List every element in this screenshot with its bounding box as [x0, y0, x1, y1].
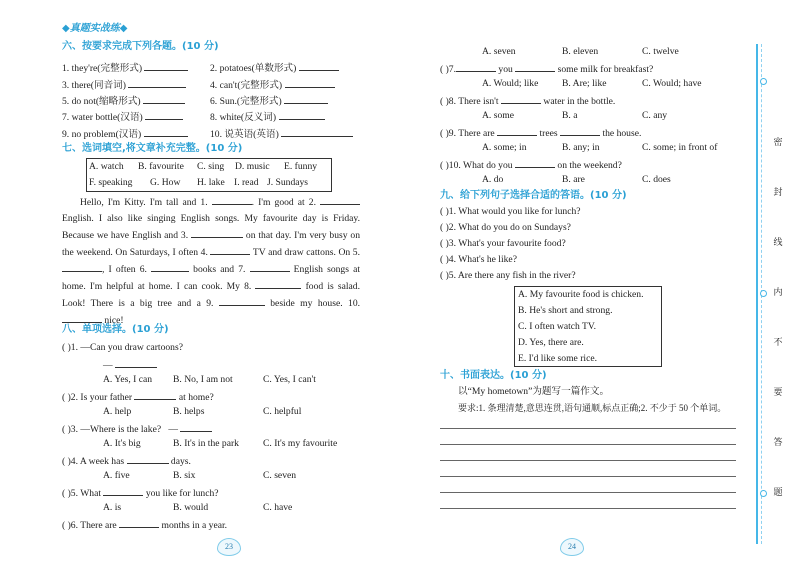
- s6-item-8: 8. white(反义词): [210, 110, 325, 124]
- s8-q1-opt-a: A. Yes, I can: [103, 374, 153, 385]
- blank-3[interactable]: [191, 227, 243, 238]
- s8-q4-opt-c: C. seven: [263, 470, 297, 481]
- s8-q8-opt-b: B. a: [562, 110, 578, 121]
- answer-line[interactable]: [515, 158, 555, 168]
- blank-2[interactable]: [320, 194, 360, 205]
- page-number-left: 23: [217, 538, 241, 556]
- blank-6[interactable]: [151, 261, 189, 272]
- answer-line[interactable]: [515, 62, 555, 72]
- s6-item-1: 1. they're(完整形式): [62, 61, 188, 75]
- answer-paren[interactable]: ( ): [62, 392, 71, 403]
- s8-q3-opt-a: A. It's big: [103, 438, 141, 449]
- s9-q1: ( )1. What would you like for lunch?: [440, 206, 581, 217]
- answer-line[interactable]: [285, 78, 335, 88]
- s9-q3: ( )3. What's your favourite food?: [440, 238, 566, 249]
- blank-9[interactable]: [219, 295, 265, 306]
- s8-q2-opt-b: B. helps: [173, 406, 205, 417]
- s8-q6: ( )6. There are months in a year.: [62, 520, 228, 531]
- binding-hole: [760, 290, 767, 297]
- s8-q7-opt-c: C. Would; have: [642, 78, 702, 89]
- answer-paren[interactable]: ( ): [62, 520, 71, 531]
- s8-q8-opt-a: A. some: [482, 110, 514, 121]
- answer-line[interactable]: [560, 126, 600, 136]
- s9-q2: ( )2. What do you do on Sundays?: [440, 222, 571, 233]
- writing-requirements: 要求:1. 条理清楚,意思连贯,语句通顺,标点正确;2. 不少于 50 个单词。: [458, 403, 727, 413]
- word-bank-row-2: F. speaking G. How H. lake I. read J. Sundays: [89, 177, 309, 188]
- banner: ◆真题实战练◆: [62, 23, 128, 34]
- s8-q5-opt-a: A. is: [103, 502, 122, 513]
- s8-q4-opt-b: B. six: [173, 470, 196, 481]
- writing-prompt: 以“My hometown”为题写一篇作文。: [458, 386, 610, 397]
- answer-paren[interactable]: ( ): [440, 270, 449, 281]
- s8-q7-opt-b: B. Are; like: [562, 78, 607, 89]
- writing-line[interactable]: [440, 508, 736, 509]
- s8-q3-opt-b: B. It's in the park: [173, 438, 239, 449]
- answer-line[interactable]: [127, 454, 169, 464]
- s8-q1-opt-c: C. Yes, I can't: [263, 374, 316, 385]
- writing-line[interactable]: [440, 492, 736, 493]
- answer-paren[interactable]: ( ): [62, 342, 71, 353]
- blank-1[interactable]: [212, 194, 252, 205]
- answer-paren[interactable]: ( ): [440, 128, 449, 139]
- s8-q6-opt-a: A. seven: [482, 46, 516, 57]
- answer-line[interactable]: [143, 94, 185, 104]
- s8-q5-opt-c: C. have: [263, 502, 293, 513]
- seal-char: 不: [772, 335, 784, 348]
- s8-q1-opt-b: B. No, I am not: [173, 374, 233, 385]
- seal-char: 封: [772, 185, 784, 198]
- answer-paren[interactable]: ( ): [440, 238, 449, 249]
- s6-item-5: 5. do not(缩略形式): [62, 94, 185, 108]
- seal-char: 线: [772, 235, 784, 248]
- answer-line[interactable]: [128, 78, 186, 88]
- answer-line[interactable]: [134, 390, 176, 400]
- answer-paren[interactable]: ( ): [62, 456, 71, 467]
- answer-line[interactable]: [103, 486, 143, 496]
- page-number-right: 24: [560, 538, 584, 556]
- s6-item-4: 4. can't(完整形式): [210, 78, 335, 92]
- s6-item-10: 10. 说英语(英语): [210, 127, 353, 141]
- s6-item-6: 6. Sun.(完整形式): [210, 94, 328, 108]
- answer-paren[interactable]: ( ): [440, 160, 449, 171]
- answer-paren[interactable]: ( ): [440, 64, 449, 75]
- answer-paren[interactable]: ( ): [440, 254, 449, 265]
- s9-ans-d: D. Yes, there are.: [518, 337, 584, 348]
- s8-q10-opt-a: A. do: [482, 174, 504, 185]
- blank-8[interactable]: [255, 278, 301, 289]
- seal-char: 答: [772, 435, 784, 448]
- binding-hole: [760, 78, 767, 85]
- s9-q5: ( )5. Are there any fish in the river?: [440, 270, 576, 281]
- writing-line[interactable]: [440, 444, 736, 445]
- answer-paren[interactable]: ( ): [440, 222, 449, 233]
- s8-q9-opt-a: A. some; in: [482, 142, 527, 153]
- writing-line[interactable]: [440, 460, 736, 461]
- s9-ans-e: E. I'd like some rice.: [518, 353, 597, 364]
- s9-ans-c: C. I often watch TV.: [518, 321, 596, 332]
- s8-q1: ( )1. —Can you draw cartoons?: [62, 342, 183, 353]
- s8-q9-opt-b: B. any; in: [562, 142, 600, 153]
- s8-q5-opt-b: B. would: [173, 502, 209, 513]
- s9-q4: ( )4. What's he like?: [440, 254, 517, 265]
- s8-q9: ( )9. There are trees the house.: [440, 128, 642, 139]
- s6-item-9: 9. no problem(汉语): [62, 127, 188, 141]
- answer-line[interactable]: [497, 126, 537, 136]
- s9-ans-a: A. My favourite food is chicken.: [518, 289, 644, 300]
- answer-paren[interactable]: ( ): [62, 424, 71, 435]
- answer-paren[interactable]: ( ): [440, 96, 449, 107]
- s9-ans-b: B. He's short and strong.: [518, 305, 613, 316]
- section-10-title: 十、书面表达。(10 分): [440, 370, 547, 381]
- s8-q4-opt-a: A. five: [103, 470, 130, 481]
- writing-line[interactable]: [440, 476, 736, 477]
- binding-hole: [760, 490, 767, 497]
- seal-char: 题: [772, 485, 784, 498]
- s6-item-2: 2. potatoes(单数形式): [210, 61, 339, 75]
- s8-q9-opt-c: C. some; in front of: [642, 142, 718, 153]
- answer-line[interactable]: [119, 518, 159, 528]
- s8-q7-opt-a: A. Would; like: [482, 78, 539, 89]
- answer-line[interactable]: [144, 61, 188, 71]
- section-6-title: 六、按要求完成下列各题。(10 分): [62, 41, 219, 52]
- section-9-title: 九、给下列句子选择合适的答语。(10 分): [440, 190, 627, 201]
- answer-paren[interactable]: ( ): [62, 488, 71, 499]
- blank-5[interactable]: [62, 261, 102, 272]
- answer-line[interactable]: [145, 110, 183, 120]
- s8-q2-opt-a: A. help: [103, 406, 132, 417]
- answer-line[interactable]: [281, 127, 353, 137]
- answer-line[interactable]: [279, 110, 325, 120]
- blank-7[interactable]: [250, 261, 290, 272]
- seal-char: 要: [772, 385, 784, 398]
- word-bank-row-1: A. watch B. favourite C. sing D. music E. funny: [89, 161, 318, 172]
- section-7-title: 七、选词填空,将文章补充完整。(10 分): [62, 143, 243, 154]
- answer-line[interactable]: [180, 422, 212, 432]
- seal-border: [756, 44, 758, 544]
- seal-char: 内: [772, 285, 784, 298]
- blank-10[interactable]: [62, 312, 102, 323]
- s8-q4: ( )4. A week has days.: [62, 456, 191, 467]
- s8-q3-opt-c: C. It's my favourite: [263, 438, 338, 449]
- s8-q2-opt-c: C. helpful: [263, 406, 302, 417]
- s8-q6-opt-c: C. twelve: [642, 46, 679, 57]
- answer-paren[interactable]: ( ): [440, 206, 449, 217]
- answer-line[interactable]: [284, 94, 328, 104]
- s8-q6-opt-b: B. eleven: [562, 46, 599, 57]
- cloze-passage: Hello, I'm Kitty. I'm tall and 1. . I'm good at 2. English. I also like singing English songs. My favourite day is Friday. Because we have English and 3. on that day. I'm very busy on the weekend. On Saturdays, I often 4. TV and draw cattons. On 5. , I often 6. books and 7. English songs at home. I'm helpful at home. I can cook. My 8. food is salad. Look! There is a big tree and a 9. beside my house. 10. nice!: [62, 194, 360, 329]
- answer-line[interactable]: [501, 94, 541, 104]
- s8-q8: ( )8. There isn't water in the bottle.: [440, 96, 616, 107]
- s8-q10-opt-c: C. does: [642, 174, 671, 185]
- s8-q10-opt-b: B. are: [562, 174, 585, 185]
- answer-line[interactable]: [456, 62, 496, 72]
- s8-q10: ( )10. What do you on the weekend?: [440, 160, 622, 171]
- s8-q2: ( )2. Is your father at home?: [62, 392, 214, 403]
- s8-q1-reply: —: [103, 358, 157, 372]
- section-8-title: 八、单项选择。(10 分): [62, 324, 169, 335]
- seal-char: 密: [772, 135, 784, 148]
- writing-line[interactable]: [440, 428, 736, 429]
- blank-4[interactable]: [210, 244, 250, 255]
- s8-q8-opt-c: C. any: [642, 110, 668, 121]
- s8-q7: ( )7. you some milk for breakfast?: [440, 64, 654, 75]
- answer-line[interactable]: [299, 61, 339, 71]
- s6-item-3: 3. there(同音词): [62, 78, 186, 92]
- s6-item-7: 7. water bottle(汉语): [62, 110, 183, 124]
- s8-q3: ( )3. —Where is the lake? —: [62, 422, 212, 436]
- s8-q5: ( )5. What you like for lunch?: [62, 488, 219, 499]
- answer-line[interactable]: [115, 358, 157, 368]
- answer-line[interactable]: [144, 127, 188, 137]
